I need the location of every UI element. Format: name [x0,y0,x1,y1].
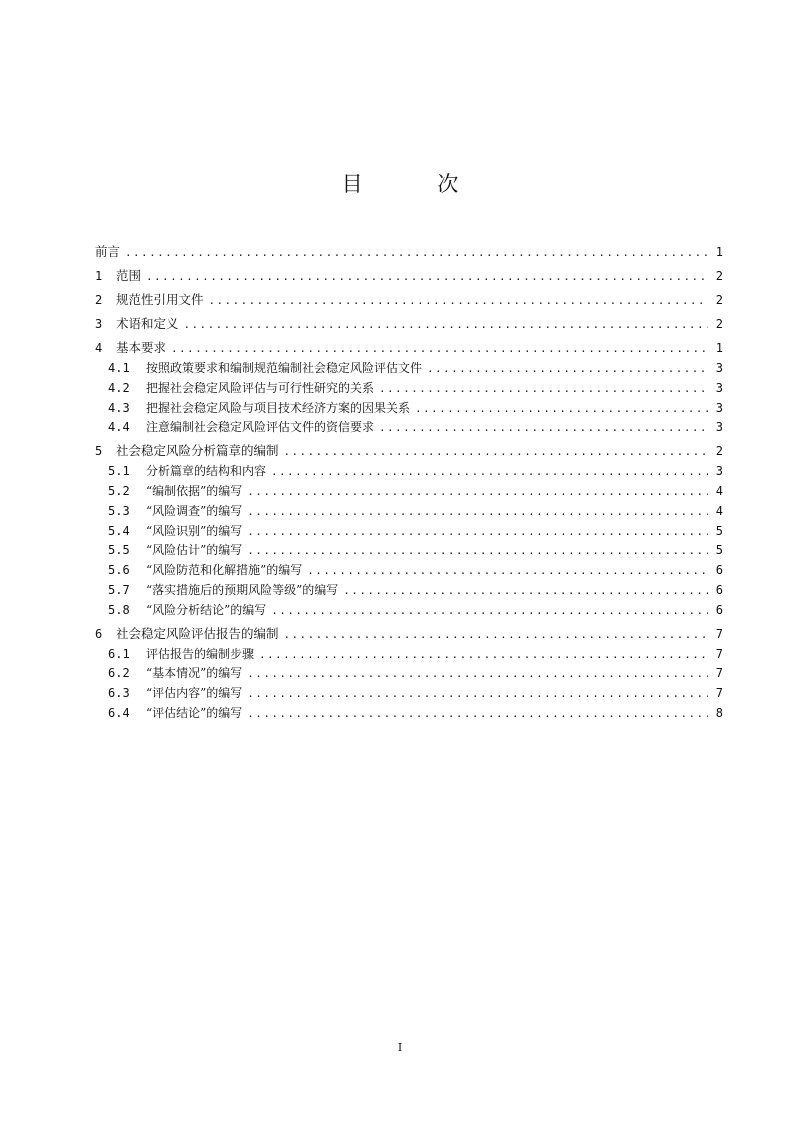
toc-entry-page: 2 [715,293,723,307]
toc-entry[interactable] [95,704,723,724]
toc-entry-label: 社会稳定风险分析篇章的编制 [116,443,279,459]
toc-entry-label: “风险分析结论”的编写 [146,602,267,617]
toc-entry-page: 2 [715,317,723,331]
toc-entry-page: 7 [715,626,723,641]
toc-entry[interactable] [95,241,723,263]
toc-entry[interactable] [95,684,723,704]
toc-entry[interactable] [95,337,723,359]
toc-dot-leader [247,502,708,522]
toc-entry-label: 把握社会稳定风险评估与可行性研究的关系 [146,380,375,395]
toc-entry-number: 4.3 [108,400,130,415]
toc-dot-leader [247,664,708,684]
toc-entry-label: “风险防范和化解措施”的编写 [146,563,303,578]
toc-entry-page: 6 [715,582,723,597]
toc-entry-label: 注意编制社会稳定风险评估文件的资信要求 [146,420,375,435]
toc-entry[interactable] [95,645,723,665]
toc-dot-leader [209,290,708,312]
toc-entry-label: 范围 [116,268,142,283]
toc-entry-page: 5 [715,523,723,538]
toc-entry-page: 2 [715,444,723,459]
toc-entry-page: 4 [715,503,723,518]
toc-entry-label: 基本要求 [116,340,167,355]
toc-entry-label: 术语和定义 [116,316,179,331]
toc-entry-label: “落实措施后的预期风险等级”的编写 [146,582,339,597]
toc-entry-page: 4 [715,483,723,498]
toc-entry-number: 5 [95,444,103,459]
toc-entry-number: 6 [95,626,103,641]
toc-entry-label: “风险估计”的编写 [146,543,243,558]
toc-entry[interactable] [95,541,723,561]
toc-entry-number: 4.4 [108,420,130,435]
toc-entry-label: “风险识别”的编写 [146,523,243,538]
toc-entry[interactable] [95,359,723,379]
toc-entry-label: “编制依据”的编写 [146,483,243,498]
toc-entry-number: 5.8 [108,602,130,617]
toc-entry-page: 3 [715,380,723,395]
toc-entry-label: 评估报告的编制步骤 [146,646,255,661]
toc-entry-number: 5.2 [108,483,130,498]
toc-dot-leader [247,704,708,724]
toc-entry-number: 6.3 [108,686,130,701]
toc-dot-leader [247,482,708,502]
footer-page-number: I [397,1041,403,1054]
toc-entry-page: 3 [715,400,723,415]
toc-entry-page: 7 [715,646,723,661]
toc-entry-number: 6.1 [108,646,130,661]
toc-entry[interactable] [95,379,723,399]
page-title: 目 次 [341,172,493,196]
toc-entry-page: 1 [715,341,723,355]
toc-dot-leader [146,266,708,288]
toc-dot-leader [284,624,708,646]
toc-dot-leader [125,242,708,264]
toc-dot-leader [171,338,708,360]
toc-dot-leader [184,314,708,336]
toc-dot-leader [247,684,708,704]
toc-entry-number: 1 [95,269,103,283]
toc-entry-page: 8 [715,705,723,720]
toc-entry-number: 4.2 [108,380,130,395]
toc-entry-page: 2 [715,269,723,283]
toc-entry-label: “评估结论”的编写 [146,705,243,720]
toc-entry[interactable] [95,601,723,621]
toc-entry-page: 7 [715,666,723,681]
toc-entry-number: 6.4 [108,705,130,720]
toc-entry[interactable] [95,664,723,684]
toc-dot-leader [343,581,708,601]
toc-entry-page: 6 [715,563,723,578]
toc-entry-label: “评估内容”的编写 [146,686,243,701]
toc-entry-number: 5.1 [108,464,130,479]
toc-entry[interactable] [95,623,723,645]
toc-entry[interactable] [95,462,723,482]
toc-dot-leader [271,462,708,482]
toc-entry-number: 3 [95,317,103,331]
toc-entry-number: 2 [95,293,103,307]
toc-entry-number: 6.2 [108,666,130,681]
toc-dot-leader [259,645,708,665]
toc-entry-number: 4 [95,341,103,355]
toc-entry-number: 5.6 [108,563,130,578]
toc-dot-leader [247,541,708,561]
toc-entry[interactable] [95,502,723,522]
toc-entry-page: 6 [715,602,723,617]
toc-dot-leader [379,418,708,438]
toc-entry-number: 4.1 [108,361,130,375]
table-of-contents [95,241,723,724]
toc-entry-number: 5.4 [108,523,130,538]
toc-entry[interactable] [95,289,723,311]
toc-entry-label: 前言 [95,244,121,259]
toc-entry-number: 5.3 [108,503,130,518]
toc-entry-label: “风险调查”的编写 [146,503,243,518]
toc-entry[interactable] [95,522,723,542]
toc-dot-leader [415,399,708,419]
toc-entry[interactable] [95,399,723,419]
toc-dot-leader [247,522,708,542]
toc-entry-label: 按照政策要求和编制规范编制社会稳定风险评估文件 [146,361,423,375]
toc-entry[interactable] [95,265,723,287]
toc-entry-label: 把握社会稳定风险与项目技术经济方案的因果关系 [146,400,411,415]
toc-entry-page: 3 [715,420,723,435]
toc-entry-page: 1 [715,245,723,259]
toc-entry[interactable] [95,581,723,601]
toc-entry[interactable] [95,561,723,581]
toc-entry-label: 规范性引用文件 [116,292,204,307]
toc-entry-page: 3 [715,464,723,479]
toc-dot-leader [271,601,708,621]
toc-entry[interactable] [95,440,723,462]
toc-dot-leader [427,359,708,379]
toc-dot-leader [379,379,708,399]
toc-entry[interactable] [95,313,723,335]
toc-entry[interactable] [95,482,723,502]
toc-entry-number: 5.7 [108,582,130,597]
toc-entry-page: 7 [715,686,723,701]
toc-entry-label: 分析篇章的结构和内容 [146,464,267,479]
toc-entry-label: 社会稳定风险评估报告的编制 [116,625,279,641]
toc-entry-page: 3 [715,361,723,375]
toc-dot-leader [307,561,708,581]
toc-entry-page: 5 [715,543,723,558]
toc-dot-leader [284,441,708,463]
toc-entry-label: “基本情况”的编写 [146,666,243,681]
toc-entry[interactable] [95,418,723,438]
toc-entry-number: 5.5 [108,543,130,558]
